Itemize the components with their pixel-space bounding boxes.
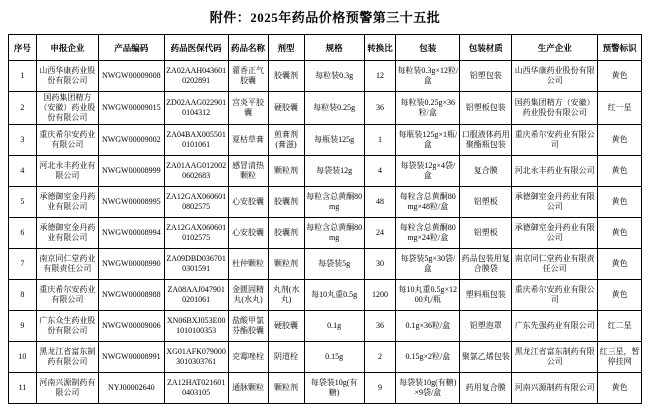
cell: 黑龙江省富东制药有限公司 (36, 342, 98, 373)
cell: 黄色 (598, 187, 642, 218)
cell: 河北永丰药业有限公司 (36, 156, 98, 187)
cell: 复合膜 (460, 156, 512, 187)
cell: 承德御室金丹药业有限公司 (36, 218, 98, 249)
cell: 4 (364, 156, 396, 187)
cell: XN06BXJ053E001010100353 (164, 311, 228, 342)
cell: 河北永丰药业有限公司 (512, 156, 598, 187)
cell: 感冒清热颗粒 (228, 156, 268, 187)
cell: NWGW00008990 (98, 249, 164, 280)
cell: 每粒含总黄酮80mg×24粒/盒 (396, 218, 460, 249)
cell: 铝塑板 (460, 218, 512, 249)
cell: 0.15g (304, 342, 364, 373)
cell: 10 (9, 342, 37, 373)
cell: NWGW00009002 (98, 125, 164, 156)
cell: ZD02AAG0229010104312 (164, 92, 228, 125)
table-body (9, 61, 642, 404)
cell: 河南兴源制药有限公司 (512, 373, 598, 404)
cell: 每10丸重0.5g×1200丸/瓶 (396, 280, 460, 311)
table-row (9, 218, 642, 249)
cell: 口服液体药用聚酯瓶包装 (460, 125, 512, 156)
table-row (9, 187, 642, 218)
header-row (9, 35, 642, 61)
cell: 红三星，暂停挂网 (598, 342, 642, 373)
cell: 每粒含总黄酮80mg×48粒/盒 (396, 187, 460, 218)
cell: 每粒装0.3g×12粒/盒 (396, 61, 460, 92)
column-header: 剂型 (268, 35, 304, 61)
cell: ZA12HAT0216010403105 (164, 373, 228, 404)
table-row (9, 61, 642, 92)
cell: 南京同仁堂药业有限责任公司 (36, 249, 98, 280)
cell: 杜仲颗粒 (228, 249, 268, 280)
cell: 宫炎平胶囊 (228, 92, 268, 125)
cell: 山西华康药业股份有限公司 (36, 61, 98, 92)
table-row (9, 125, 642, 156)
cell: 通脉颗粒 (228, 373, 268, 404)
cell: 每粒装0.25g×36粒/盒 (396, 92, 460, 125)
column-header: 规格 (304, 35, 364, 61)
cell: 重庆希尔安药业有限公司 (512, 280, 598, 311)
table-row (9, 280, 642, 311)
cell: ZA08AAJ0479010201061 (164, 280, 228, 311)
cell: 藿香正气胶囊 (228, 61, 268, 92)
cell: ZA04BAX0055010101061 (164, 125, 228, 156)
cell: NYJ00002640 (98, 373, 164, 404)
cell: 黄色 (598, 61, 642, 92)
cell: 重庆希尔安药业有限公司 (512, 125, 598, 156)
cell: 0.15g×2粒/盒 (396, 342, 460, 373)
cell: 河南兴源制药有限公司 (36, 373, 98, 404)
column-header: 序号 (9, 35, 37, 61)
cell: 药品包装用复合膜袋 (460, 249, 512, 280)
cell: 24 (364, 218, 396, 249)
cell: 胶囊剂 (268, 187, 304, 218)
cell: 每袋装5g (304, 249, 364, 280)
cell: NWGW00008991 (98, 342, 164, 373)
cell: 每袋装10g(有糖)×9袋/盒 (396, 373, 460, 404)
cell: 夏枯草膏 (228, 125, 268, 156)
cell: 36 (364, 92, 396, 125)
cell: 2 (364, 342, 396, 373)
cell: 每袋装5g×30袋/盒 (396, 249, 460, 280)
cell: 塑料瓶包装 (460, 280, 512, 311)
cell: 2 (9, 92, 37, 125)
cell: 每袋装10g(有糖) (304, 373, 364, 404)
cell: 1 (9, 61, 37, 92)
cell: 颗粒剂 (268, 249, 304, 280)
cell: 每瓶装125g (304, 125, 364, 156)
cell: ZA12GAX0606010102575 (164, 218, 228, 249)
cell: 每袋装12g×4袋/盒 (396, 156, 460, 187)
cell: ZA02AAH0436010202891 (164, 61, 228, 92)
cell: NWGW00009015 (98, 92, 164, 125)
cell: 每粒装0.3g (304, 61, 364, 92)
cell: NWGW00009006 (98, 311, 164, 342)
cell: 36 (364, 311, 396, 342)
cell: NWGW00009008 (98, 61, 164, 92)
table-row (9, 373, 642, 404)
cell: ZA01AAG0120020602683 (164, 156, 228, 187)
cell: 7 (9, 249, 37, 280)
column-header: 包装材质 (460, 35, 512, 61)
cell: 每粒含总黄酮80mg (304, 218, 364, 249)
cell: 4 (9, 156, 37, 187)
cell: 盐酸甲氯芬酯胶囊 (228, 311, 268, 342)
cell: 红二星 (598, 311, 642, 342)
column-header: 生产企业 (512, 35, 598, 61)
cell: 黄色 (598, 249, 642, 280)
column-header: 转换比 (364, 35, 396, 61)
cell: 每粒含总黄酮80mg (304, 187, 364, 218)
cell: 颗粒剂 (268, 373, 304, 404)
column-header: 药品医保代码 (164, 35, 228, 61)
cell: 每瓶装125g×1瓶/盒 (396, 125, 460, 156)
cell: 黄色 (598, 373, 642, 404)
cell: 心安胶囊 (228, 218, 268, 249)
cell: 胶囊剂 (268, 218, 304, 249)
cell: 硬胶囊 (268, 92, 304, 125)
page-title: 附件：2025年药品价格预警第三十五批 (209, 10, 441, 25)
cell: 阴道栓 (268, 342, 304, 373)
cell: 煎膏剂(膏滋) (268, 125, 304, 156)
cell: 广东先强药业有限公司 (512, 311, 598, 342)
cell: 重庆希尔安药业有限公司 (36, 280, 98, 311)
cell: 金匮固精丸(水丸) (228, 280, 268, 311)
cell: 0.1g×36粒/盒 (396, 311, 460, 342)
cell: 6 (9, 218, 37, 249)
cell: 红一星 (598, 92, 642, 125)
cell: 每10丸重0.5g (304, 280, 364, 311)
cell: 药用复合膜 (460, 373, 512, 404)
cell: 1 (364, 125, 396, 156)
cell: 8 (9, 280, 37, 311)
cell: NWGW00008994 (98, 218, 164, 249)
cell: 黄色 (598, 280, 642, 311)
cell: 9 (9, 311, 37, 342)
cell: 11 (9, 373, 37, 404)
drug-price-warning-table (8, 34, 642, 404)
cell: 0.1g (304, 311, 364, 342)
cell: 30 (364, 249, 396, 280)
cell: 硬胶囊 (268, 311, 304, 342)
cell: 承德御室金丹药业有限公司 (512, 218, 598, 249)
cell: NWGW00008995 (98, 187, 164, 218)
cell: 1200 (364, 280, 396, 311)
cell: 承德御室金丹药业有限公司 (512, 187, 598, 218)
column-header: 预警标识 (598, 35, 642, 61)
cell: 山西华康药业股份有限公司 (512, 61, 598, 92)
cell: 广东众生药业股份有限公司 (36, 311, 98, 342)
cell: ZA09DBD0367010301591 (164, 249, 228, 280)
column-header: 包装 (396, 35, 460, 61)
cell: 每袋装12g (304, 156, 364, 187)
cell: 12 (364, 61, 396, 92)
cell: 国药集团精方（安徽）药业股份有限公司 (512, 92, 598, 125)
cell: 黑龙江省富东制药有限公司 (512, 342, 598, 373)
cell: 颗粒剂 (268, 156, 304, 187)
cell: 国药集团精方（安徽）药业股份有限公司 (36, 92, 98, 125)
cell: 铝塑泡罩 (460, 311, 512, 342)
cell: 铝塑板包装 (460, 92, 512, 125)
column-header: 药品名称 (228, 35, 268, 61)
cell: 心安胶囊 (228, 187, 268, 218)
column-header: 产品编码 (98, 35, 164, 61)
cell: 9 (364, 373, 396, 404)
cell: XG01AFK0790003010303761 (164, 342, 228, 373)
cell: 3 (9, 125, 37, 156)
cell: 黄色 (598, 156, 642, 187)
cell: 每粒装0.25g (304, 92, 364, 125)
cell: NWGW00008988 (98, 280, 164, 311)
cell: 48 (364, 187, 396, 218)
cell: 重庆希尔安药业有限公司 (36, 125, 98, 156)
table-row (9, 92, 642, 125)
cell: 丸剂(水丸) (268, 280, 304, 311)
cell: 铝塑板 (460, 187, 512, 218)
cell: 南京同仁堂药业有限责任公司 (512, 249, 598, 280)
cell: 铝塑包装 (460, 61, 512, 92)
cell: ZA12GAX0606010802575 (164, 187, 228, 218)
cell: 胶囊剂 (268, 61, 304, 92)
cell: 聚氯乙烯包装 (460, 342, 512, 373)
table-row (9, 311, 642, 342)
table-row (9, 249, 642, 280)
table-row (9, 342, 642, 373)
cell: 黄色 (598, 218, 642, 249)
cell: NWGW00008999 (98, 156, 164, 187)
cell: 承德御室金丹药业有限公司 (36, 187, 98, 218)
cell: 5 (9, 187, 37, 218)
cell: 克霉唑栓 (228, 342, 268, 373)
table-row (9, 156, 642, 187)
column-header: 申报企业 (36, 35, 98, 61)
cell: 黄色 (598, 125, 642, 156)
